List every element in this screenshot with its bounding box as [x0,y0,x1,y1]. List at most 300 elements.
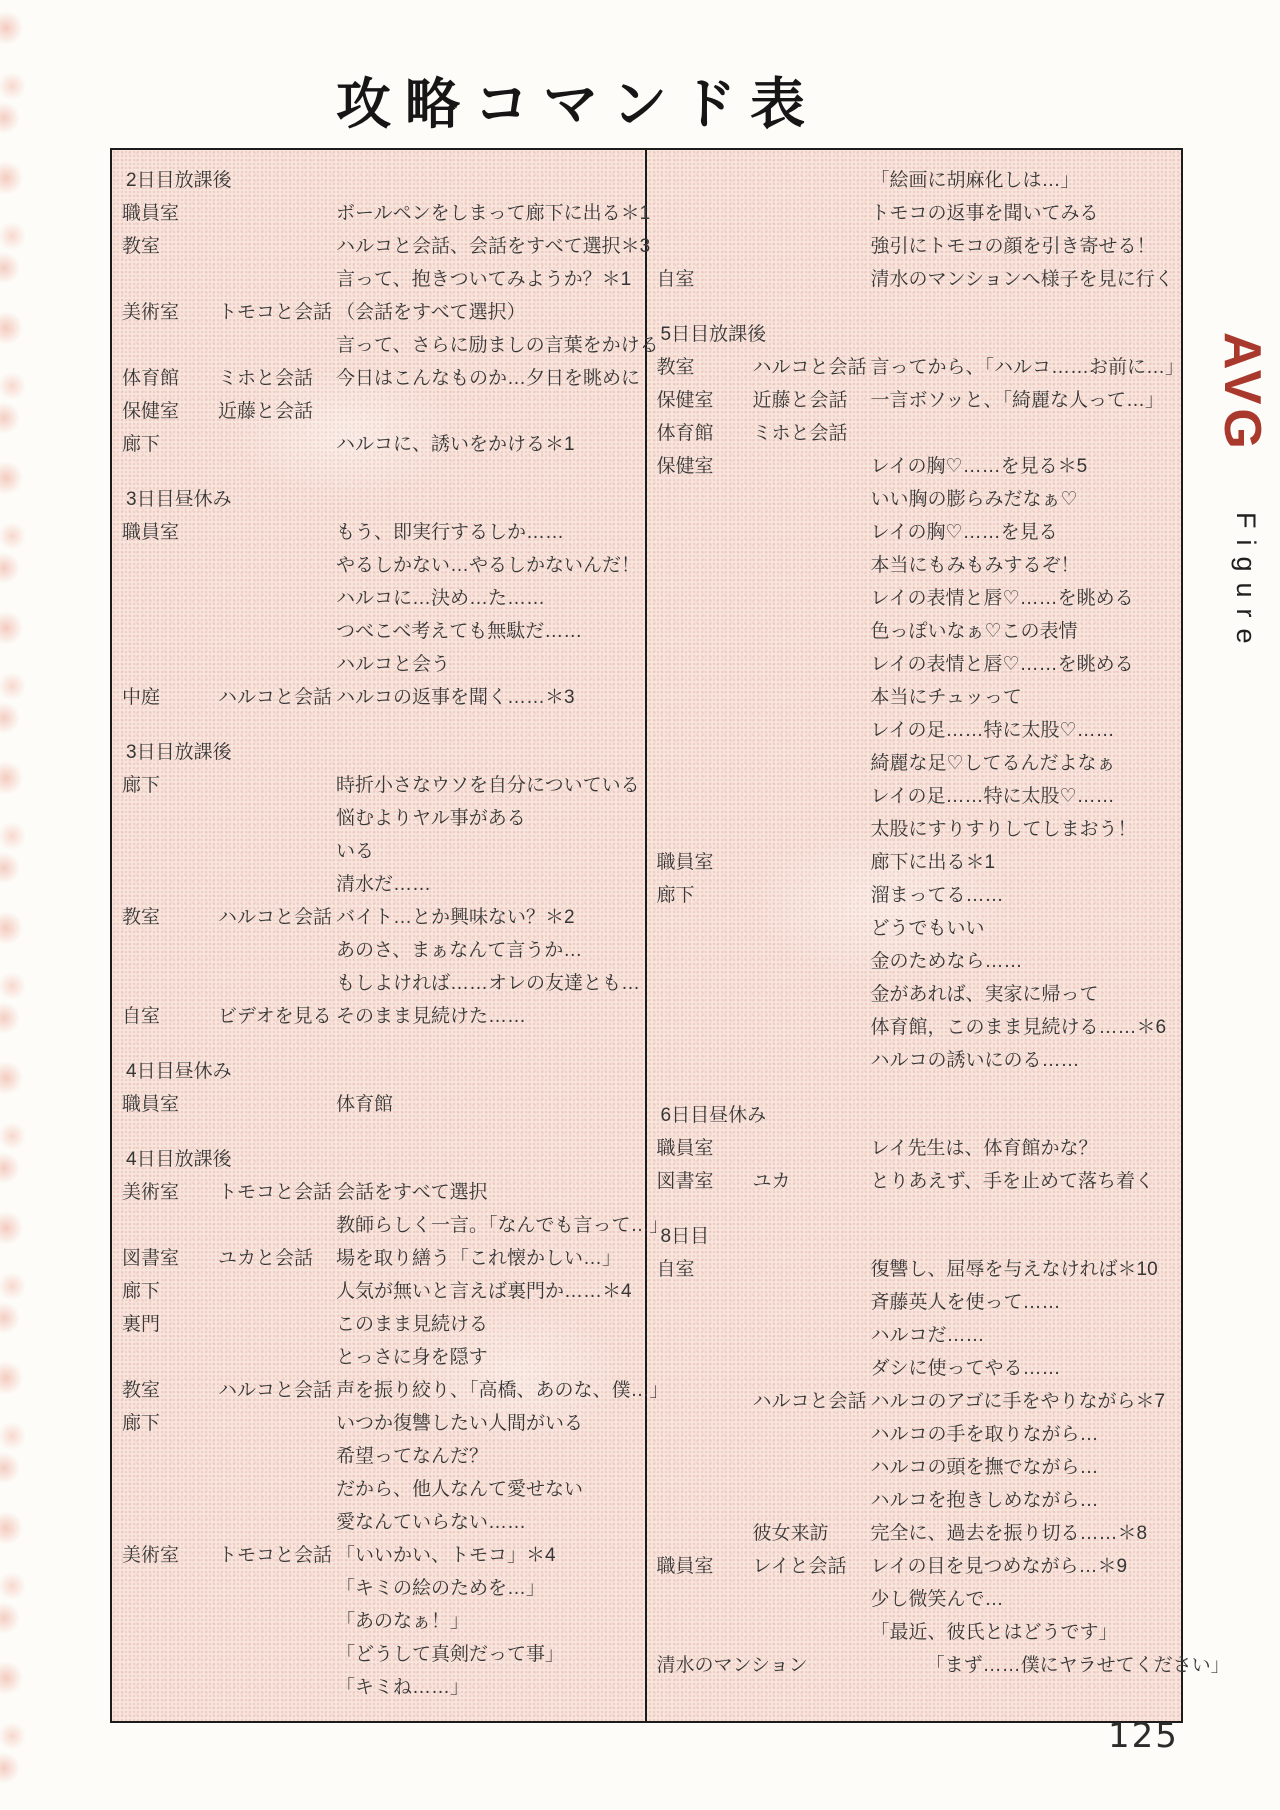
command-cell: 完全に、過去を振り切る……＊8 [870,1523,1148,1544]
command-row [122,934,645,967]
location-cell [657,197,753,230]
command-row [122,516,645,549]
command-cell: 「どうして真剣だって事」 [336,1644,565,1665]
person-cell: レイと会話 [752,1556,847,1577]
command-row [122,1671,645,1704]
command-row [122,615,645,648]
location-cell [122,967,218,1000]
command-row [657,681,1182,714]
person-cell [753,879,871,912]
location-cell [657,549,753,582]
person-cell [218,835,336,868]
person-cell [218,967,336,1000]
command-row [122,1242,645,1275]
command-cell: 体育館，このまま見続ける……＊6 [870,1017,1167,1038]
location-cell [122,1473,218,1506]
command-cell: 廊下に出る＊1 [870,852,996,873]
location-cell [657,978,753,1011]
person-cell [218,1605,336,1638]
command-cell: 言ってから、「ハルコ……お前に…」 [870,357,1185,378]
command-cell: とっさに身を隠す [336,1347,488,1368]
person-cell [218,868,336,901]
person-cell [753,1352,871,1385]
command-cell: 悩むよりヤル事がある [336,808,526,829]
person-cell [753,1616,871,1649]
command-row [657,780,1182,813]
command-row [122,1209,669,1242]
person-cell [218,1341,336,1374]
command-cell: 金のためなら…… [870,951,1023,972]
command-cell: ハルコと会話、会話をすべて選択＊3 [336,236,651,257]
command-cell: ハルコと会う [336,654,451,675]
command-cell: バイト…とか興味ない？＊2 [336,907,575,928]
location-cell: 職員室 [656,1138,714,1159]
command-row [657,384,1182,417]
location-cell: 職員室 [122,522,180,543]
command-row [122,1275,645,1308]
location-cell [657,1044,753,1077]
command-cell: ハルコの手を取りながら… [870,1424,1099,1445]
location-cell [657,1517,753,1550]
command-row [657,747,1182,780]
section-header: 2日目放課後 [126,170,232,191]
location-cell [657,1352,753,1385]
person-cell [753,681,871,714]
command-cell: ハルコに、誘いをかける＊1 [336,434,575,455]
location-cell: 廊下 [122,1413,161,1434]
command-cell: ハルコの頭を撫でながら… [870,1457,1099,1478]
person-cell: 彼女来訪 [752,1523,829,1544]
command-cell [336,395,645,428]
command-row [657,516,1182,549]
command-row [122,1440,645,1473]
command-cell: 色っぽいなぁ♡この表情 [870,621,1078,642]
command-row [657,450,1182,483]
command-row [657,1253,1182,1286]
person-cell [753,1418,871,1451]
person-cell [753,516,871,549]
location-cell: 美術室 [122,1182,180,1203]
person-cell [753,1253,871,1286]
location-cell [657,912,753,945]
command-row [122,868,645,901]
command-cell: 希望ってなんだ？ [336,1446,489,1467]
command-cell: ハルコだ…… [870,1325,985,1346]
command-cell: レイの足……特に太股♡…… [870,720,1115,741]
person-cell: ハルコと会話 [218,907,333,928]
command-cell: いい胸の膨らみだなぁ♡ [870,489,1078,510]
location-cell: 保健室 [656,456,714,477]
location-cell [657,648,753,681]
person-cell [753,1319,871,1352]
command-row [657,1616,1182,1649]
person-cell: ハルコと会話 [218,1380,333,1401]
location-cell [122,582,218,615]
person-cell: 近藤と会話 [752,390,848,411]
command-cell: 声を振り絞り、「高橋、あのな、僕…」 [336,1380,669,1401]
location-cell: 教室 [122,236,161,257]
section-header: 5日目放課後 [660,324,767,345]
command-cell: 溜まってる…… [870,885,1004,906]
person-cell: ユカ [752,1171,791,1192]
person-cell [753,813,871,846]
command-cell: レイの表情と唇♡……を眺める [870,588,1134,609]
command-row [122,901,645,934]
command-row [657,846,1182,879]
command-row [657,1044,1182,1077]
page-title: 攻略コマンド表 [335,73,819,135]
command-cell: つべこべ考えても無駄だ…… [336,621,583,642]
command-cell: 「キミね……」 [336,1677,470,1698]
location-cell: 清水のマンション [656,1655,808,1676]
location-cell: 自室 [656,269,695,290]
person-cell: ミホと会話 [218,368,314,389]
command-row [657,1517,1182,1550]
command-row [122,329,659,362]
command-row [657,1385,1182,1418]
location-cell [122,549,218,582]
location-cell: 図書室 [122,1248,180,1269]
location-cell: 美術室 [122,1545,180,1566]
person-cell [218,934,336,967]
command-row [657,164,1182,197]
person-cell [753,164,871,197]
location-cell: 中庭 [122,687,161,708]
location-cell: 職員室 [656,852,714,873]
location-cell [657,1484,753,1517]
location-cell [122,1440,218,1473]
command-cell: やるしかない…やるしかないんだ！ [336,555,641,576]
page-number: 125 [1108,1716,1179,1756]
section-header: 3日目昼休み [126,489,232,510]
command-row [657,978,1182,1011]
section-header: 3日目放課後 [126,742,232,763]
person-cell [218,1308,336,1341]
command-cell: 綺麗な足♡してるんだよなぁ [870,753,1116,774]
location-cell [122,868,218,901]
command-row [122,1506,645,1539]
location-cell [122,802,218,835]
location-cell [657,516,753,549]
command-row [122,582,645,615]
person-cell [753,1044,871,1077]
section-header: 6日目昼休み [660,1105,767,1126]
person-cell [753,549,871,582]
command-row [122,1088,645,1121]
location-cell [122,648,218,681]
command-cell: 人気が無いと言えば裏門か……＊4 [336,1281,632,1302]
command-cell: もしよければ……オレの友達とも… [336,973,641,994]
command-cell: ハルコを抱きしめながら… [870,1490,1099,1511]
command-cell: トモコの返事を聞いてみる [870,203,1099,224]
person-cell [218,428,336,461]
location-cell [122,835,218,868]
person-cell [218,516,336,549]
command-cell: もう、即実行するしか…… [336,522,565,543]
command-row [122,1374,669,1407]
person-cell [753,483,871,516]
command-row [122,1539,645,1572]
command-row [122,769,645,802]
person-cell [753,1011,871,1044]
person-cell [753,912,871,945]
location-cell [657,1451,753,1484]
person-cell: ビデオを見る [218,1006,332,1027]
command-cell: 斉藤英人を使って…… [870,1292,1061,1313]
person-cell [753,197,871,230]
person-cell [218,1407,336,1440]
command-row [122,648,645,681]
command-row [122,802,645,835]
command-row [657,582,1182,615]
person-cell [218,1088,336,1121]
person-cell [218,769,336,802]
command-row [657,648,1182,681]
command-cell: 強引にトモコの顔を引き寄せる！ [870,236,1156,257]
location-cell: 職員室 [656,1556,714,1577]
command-row [657,1165,1182,1198]
person-cell [753,450,871,483]
location-cell [657,1319,753,1352]
command-row [657,714,1182,747]
command-cell: 太股にすりすりしてしまおう！ [870,819,1137,840]
location-cell [122,934,218,967]
command-cell: 会話をすべて選択 [336,1182,488,1203]
command-row [122,296,645,329]
command-cell: 「絵画に胡麻化しは…」 [870,170,1080,191]
location-cell [657,1385,753,1418]
command-table-left-column [112,150,669,1721]
person-cell [218,802,336,835]
person-cell: ハルコと会話 [752,1391,867,1412]
person-cell [218,1209,336,1242]
person-cell [218,230,336,263]
command-cell: レイの目を見つめながら…＊9 [870,1556,1128,1577]
command-cell: 今日はこんなものか…夕日を眺めに [336,368,641,389]
location-cell: 廊下 [122,434,161,455]
command-row [657,1583,1182,1616]
command-cell: そのまま見続けた…… [336,1006,527,1027]
command-cell: レイの胸♡……を見る＊5 [870,456,1088,477]
command-cell: このまま見続ける [336,1314,489,1335]
command-row [657,549,1182,582]
command-cell: 体育館 [336,1094,394,1115]
person-cell [218,329,336,362]
person-cell [753,1451,871,1484]
location-cell: 自室 [122,1006,161,1027]
command-cell: 復讐し、屈辱を与えなければ＊10 [870,1259,1158,1280]
command-cell: 本当にもみもみするぞ！ [870,555,1080,576]
command-row [657,912,1182,945]
command-cell: 金があれば、実家に帰って [870,984,1099,1005]
command-cell: （会話をすべて選択） [336,302,526,323]
command-cell: いつか復讐したい人間がいる [336,1413,584,1434]
location-cell [122,1506,218,1539]
person-cell: トモコと会話 [218,302,333,323]
command-row [122,549,645,582]
command-cell: 一言ボソッと、「綺麗な人って…」 [870,390,1165,411]
location-cell [657,483,753,516]
command-row [656,351,1185,384]
location-cell [122,615,218,648]
command-cell: 時折小さなウソを自分についている [336,775,640,796]
command-row [122,967,645,1000]
location-cell [657,1616,753,1649]
command-row [122,263,645,296]
command-cell: あのさ、まぁなんて言うか… [336,940,583,961]
person-cell: ミホと会話 [752,423,848,444]
location-cell [657,582,753,615]
person-cell [218,615,336,648]
location-cell [122,263,218,296]
person-cell [753,582,871,615]
location-cell: 職員室 [122,1094,180,1115]
location-cell [657,1583,753,1616]
person-cell [218,1440,336,1473]
location-cell: 教室 [122,1380,161,1401]
command-row [657,1011,1182,1044]
command-row [657,1418,1182,1451]
location-cell [657,1286,753,1319]
command-cell: 本当にチュッって [870,687,1022,708]
location-cell [122,1671,218,1704]
location-cell [122,1572,218,1605]
command-cell: ハルコの誘いにのる…… [870,1050,1080,1071]
person-cell [753,263,871,296]
command-row [657,263,1182,296]
location-cell [122,1638,218,1671]
command-cell: レイの表情と唇♡……を眺める [870,654,1134,675]
command-row [122,230,651,263]
location-cell: 裏門 [122,1314,161,1335]
person-cell [218,263,336,296]
command-cell: 言って、さらに励ましの言葉をかける [336,335,659,356]
person-cell: 近藤と会話 [218,401,314,422]
person-cell [218,549,336,582]
section-header: 8日目 [660,1226,710,1247]
location-cell [657,945,753,978]
person-cell: ユカと会話 [218,1248,314,1269]
command-table [110,148,1230,1723]
command-cell: 少し微笑んで… [870,1589,1004,1610]
person-cell [218,1506,336,1539]
command-cell: レイの胸♡……を見る [870,522,1058,543]
command-row [657,945,1182,978]
command-cell: 言って、抱きついてみようか？＊1 [336,269,632,290]
command-cell: 愛なんていらない…… [336,1512,527,1533]
command-row [122,1638,645,1671]
command-row [657,879,1182,912]
location-cell: 体育館 [656,423,714,444]
person-cell [218,197,336,230]
location-cell [657,780,753,813]
command-row [122,1000,645,1033]
command-row [657,417,1182,450]
location-cell: 保健室 [656,390,714,411]
command-row [656,1649,1230,1682]
person-cell [218,1572,336,1605]
command-row [657,197,1182,230]
command-row [122,1473,645,1506]
person-cell: ハルコと会話 [218,687,333,708]
person-cell [218,1473,336,1506]
location-cell [657,813,753,846]
person-cell [218,648,336,681]
command-cell: だから、他人なんて愛せない [336,1479,584,1500]
person-cell [753,747,871,780]
location-cell [657,1418,753,1451]
command-row [122,395,645,428]
command-row [657,1451,1182,1484]
location-cell [657,714,753,747]
location-cell: 美術室 [122,302,180,323]
command-row [657,1132,1182,1165]
person-cell [753,714,871,747]
command-row [657,1352,1182,1385]
person-cell [753,648,871,681]
command-row [657,615,1182,648]
command-row [122,1572,645,1605]
figure-label: Figure [1231,512,1261,655]
person-cell [218,1275,336,1308]
command-row [122,681,645,714]
command-table-right-column [647,150,1230,1721]
command-cell: 清水のマンションへ様子を見に行く [870,269,1174,290]
command-cell: ダシに使ってやる…… [870,1358,1061,1379]
command-cell: 教師らしく一言。「なんでも言って…」 [336,1215,669,1236]
person-cell [753,1484,871,1517]
person-cell [753,846,871,879]
person-cell [218,1638,336,1671]
person-cell [753,1286,871,1319]
person-cell [753,1132,871,1165]
person-cell [753,945,871,978]
person-cell [218,582,336,615]
command-cell: ハルコのアゴに手をやりながら＊7 [870,1391,1166,1412]
command-cell: 「キミの絵のためを…」 [336,1578,546,1599]
person-cell [753,615,871,648]
location-cell [657,681,753,714]
location-cell: 廊下 [122,1281,161,1302]
command-row [657,1286,1182,1319]
command-row [657,483,1182,516]
command-row [122,197,651,230]
command-cell: どうでもいい [870,918,985,939]
location-cell: 廊下 [122,775,161,796]
command-row [122,428,645,461]
location-cell: 教室 [656,357,695,378]
section-header: 4日目昼休み [126,1061,232,1082]
location-cell [122,1341,218,1374]
command-cell: ハルコの返事を聞く……＊3 [336,687,575,708]
person-cell [753,780,871,813]
location-cell: 職員室 [122,203,180,224]
person-cell: トモコと会話 [218,1545,333,1566]
command-row [122,1308,645,1341]
person-cell: ハルコと会話 [752,357,867,378]
command-row [122,1176,645,1209]
person-cell [218,1671,336,1704]
location-cell: 保健室 [122,401,180,422]
location-cell: 廊下 [656,885,695,906]
command-row [122,835,645,868]
command-cell: とりあえず、手を止めて落ち着く [870,1171,1154,1192]
person-cell [808,1649,926,1682]
location-cell [122,1605,218,1638]
person-cell [753,978,871,1011]
command-row [657,1550,1182,1583]
command-cell: 「あのなぁ！」 [336,1611,470,1632]
